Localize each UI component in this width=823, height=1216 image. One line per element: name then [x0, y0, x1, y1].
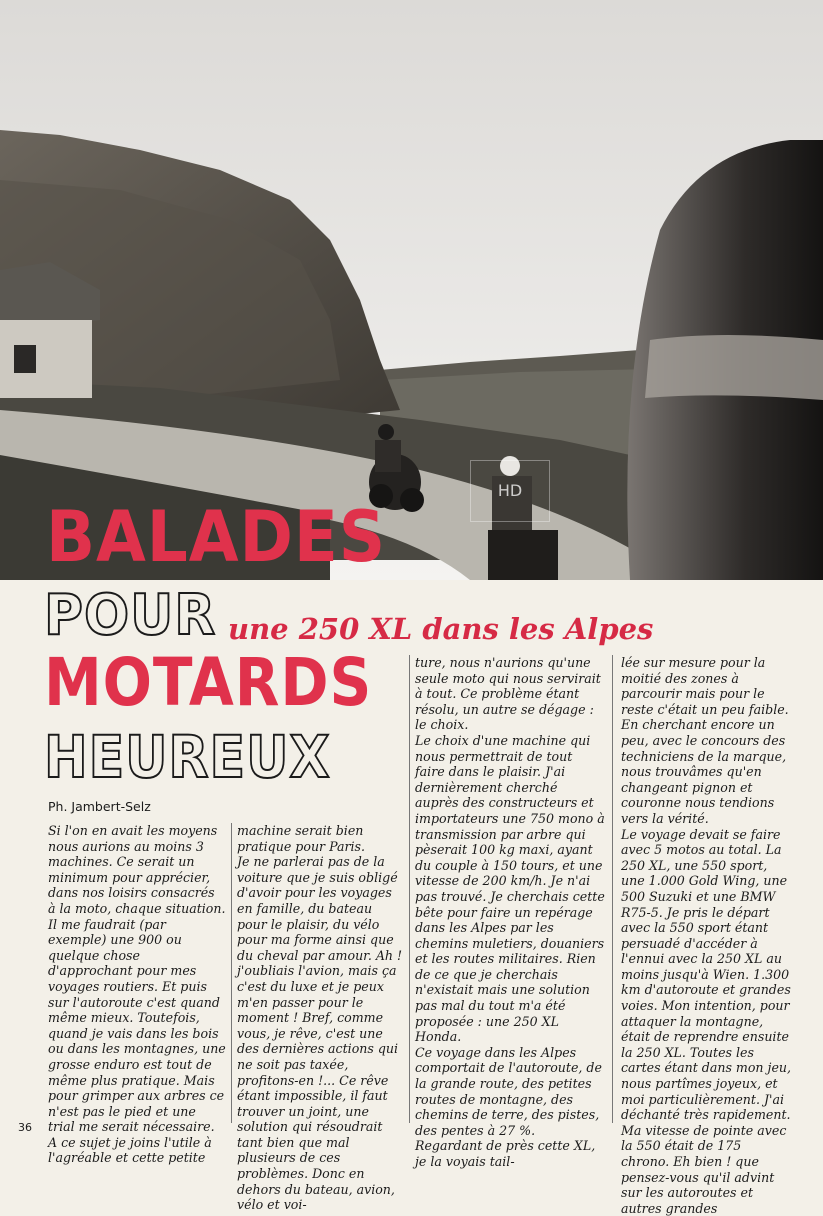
mountain-road-photo — [0, 0, 823, 580]
title-balades: BALADES — [46, 496, 387, 578]
page-number: 36 — [18, 1121, 32, 1134]
text-column-3 — [415, 655, 605, 1170]
title-heureux: HEUREUX — [44, 723, 331, 791]
hero-photo — [0, 0, 823, 580]
text-column-4 — [621, 655, 793, 1216]
paragraph: Je ne parlerai pas de la voiture que je suis obligé d'avoir pour les voyages en famille, du bateau pour le plaisir, du vélo pour ma forme ainsi que du cheval par amour. Ah ! j'oubliais l'avion, mais ça c'est du luxe et je peux m'en passer pour le moment ! Bref, comme vous, je rêve, c'est une des dernières actions qui ne soit pas taxée, profitons-en !... Ce rêve étant impossible, il faut trouver un joint, une solution qui résoudrait tant bien que mal plusieurs de ces problèmes. Donc en dehors du bateau, avion, vélo et voi- — [237, 854, 403, 1213]
column-divider — [612, 655, 613, 1123]
paragraph: machine serait bien pratique pour Paris. — [237, 823, 366, 854]
photo-credit: Ph. Jambert-Selz — [48, 799, 151, 814]
title-motards: MOTARDS — [44, 644, 373, 721]
column-divider — [409, 655, 410, 1123]
paragraph: lée sur mesure pour la moitié des zones à parcourir mais pour le reste c'était un peu faible. En cherchant encore un peu, avec le concours des techniciens de la marque, nous trouvâmes qu'en changeant pignon et couronne nous tendions vers la vérité. — [621, 655, 789, 826]
title-pour: POUR — [44, 583, 217, 648]
text-column-1 — [48, 823, 226, 1166]
text-column-2 — [237, 823, 405, 1213]
paragraph: Ce voyage dans les Alpes comportait de l'autoroute, de la grande route, des petites routes de montagne, des chemins de terre, des pistes, des pentes à 27 %. Regardant de près cette XL, je la voyais tail- — [415, 1044, 602, 1169]
subtitle: une 250 XL dans les Alpes — [228, 612, 654, 646]
paragraph: ture, nous n'aurions qu'une seule moto qui nous servirait à tout. Ce problème étant résolu, un autre se dégage : le choix. — [415, 655, 601, 733]
paragraph: Le choix d'une machine qui nous permettrait de tout faire dans le plaisir. J'ai dernièrement cherché auprès des constructeurs et importateurs une 750 mono à transmission par arbre qui pèserait 100 kg maxi, ayant du couple à 150 tours, et une vitesse de 200 km/h. Je n'ai pas trouvé. Je cherchais cette bête pour faire un repérage dans les Alpes par les chemins muletiers, douaniers et les routes militaires. Rien de ce que je cherchais n'existait mais une solution pas mal du tout m'a été proposée : une 250 XL Honda. — [415, 732, 605, 1045]
paragraph: Le voyage devait se faire avec 5 motos au total. La 250 XL, une 550 sport, une 1.000 Gold Wing, une 500 Suzuki et une BMW R75-5. Je pris le départ avec la 550 sport étant persuadé d'accéder à l'ennui avec la 250 XL au moins jusqu'à Wien. 1.300 km d'autoroute et grandes voies. Mon intention, pour attaquer la montagne, était de reprendre ensuite la 250 XL. Toutes les cartes étant dans mon jeu, nous partîmes joyeux, et moi particulièrement. J'ai déchanté très rapidement. Ma vitesse de pointe avec la 550 était de 175 chrono. Eh bien ! que pensez-vous qu'il advint sur les autoroutes et autres grandes — [621, 826, 792, 1216]
column-divider — [231, 823, 232, 1123]
watermark-logo: HD — [470, 460, 550, 522]
paragraph: Si l'on en avait les moyens nous aurions au moins 3 machines. Ce serait un minimum pour apprécier, dans nos loisirs consacrés à la moto, chaque situation. Il me faudrait (par exemple) une 900 ou quelque chose d'approchant pour mes voyages routiers. Et puis sur l'autoroute c'est quand même mieux. Toutefois, quand je vais dans les bois ou dans les montagnes, une grosse enduro est tout de même plus pratique. Mais pour grimper aux arbres ce n'est pas le pied et une trial me serait nécessaire. A ce sujet je joins l'utile à l'agréable et cette petite — [48, 823, 226, 1166]
